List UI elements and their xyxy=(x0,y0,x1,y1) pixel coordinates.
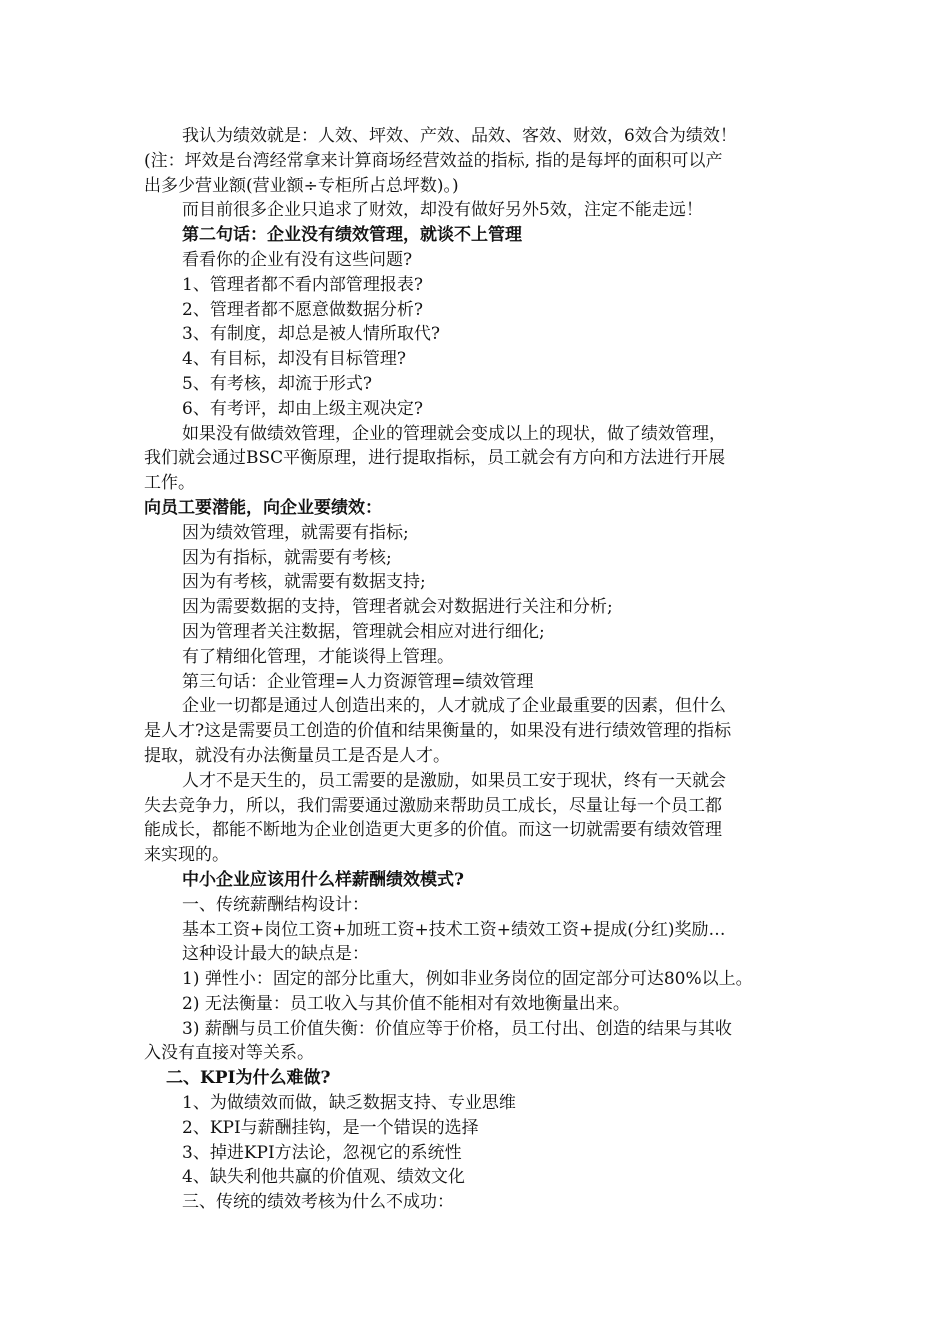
paragraph-line: 一、传统薪酬结构设计： xyxy=(182,894,369,915)
paragraph-line: 因为需要数据的支持，管理者就会对数据进行关注和分析; xyxy=(182,597,613,618)
paragraph-line: 1) 弹性小：固定的部分比重大，例如非业务岗位的固定部分可达80%以上。 xyxy=(182,969,753,990)
paragraph-line: 有了精细化管理，才能谈得上管理。 xyxy=(182,646,454,667)
paragraph-line: 因为有指标，就需要有考核; xyxy=(182,547,392,568)
paragraph-line: 3) 薪酬与员工价值失衡：价值应等于价格，员工付出、创造的结果与其收 xyxy=(182,1018,732,1039)
paragraph-line: 能成长，都能不断地为企业创造更大更多的价值。而这一切就需要有绩效管理 xyxy=(144,820,722,841)
section-heading: 向员工要潜能，向企业要绩效： xyxy=(144,497,382,518)
paragraph-line: 看看你的企业有没有这些问题? xyxy=(182,249,413,270)
paragraph-line: 失去竞争力，所以，我们需要通过激励来帮助员工成长，尽量让每一个员工都 xyxy=(144,795,722,816)
paragraph-line: 4、缺失利他共赢的价值观、绩效文化 xyxy=(182,1167,465,1188)
paragraph-line: 基本工资+岗位工资+加班工资+技术工资+绩效工资+提成(分红)奖励… xyxy=(182,919,726,940)
paragraph-line: 1、管理者都不看内部管理报表? xyxy=(182,274,423,295)
section-heading: 中小企业应该用什么样薪酬绩效模式? xyxy=(182,869,464,890)
paragraph-line: 因为管理者关注数据，管理就会相应对进行细化; xyxy=(182,621,545,642)
document-body xyxy=(144,124,812,1215)
paragraph-line: 我们就会通过BSC平衡原理，进行提取指标，员工就会有方向和方法进行开展 xyxy=(144,448,726,469)
paragraph-line: 工作。 xyxy=(144,473,195,494)
paragraph-line: 因为有考核，就需要有数据支持; xyxy=(182,572,426,593)
section-heading: 第二句话：企业没有绩效管理，就谈不上管理 xyxy=(182,225,522,246)
paragraph-line: 我认为绩效就是：人效、坪效、产效、品效、客效、财效，6效合为绩效！ xyxy=(182,126,737,146)
paragraph-line: 因为绩效管理，就需要有指标; xyxy=(182,522,409,543)
paragraph-line: 而目前很多企业只追求了财效，却没有做好另外5效，注定不能走远！ xyxy=(182,200,703,221)
paragraph-line: 人才不是天生的，员工需要的是激励，如果员工安于现状，终有一天就会 xyxy=(182,770,726,791)
paragraph-line: 第三句话：企业管理=人力资源管理=绩效管理 xyxy=(182,671,534,692)
paragraph-line: 出多少营业额(营业额÷专柜所占总坪数)。) xyxy=(144,175,459,196)
paragraph-line: 提取，就没有办法衡量员工是否是人才。 xyxy=(144,745,450,766)
section-heading: 二、KPI为什么难做? xyxy=(166,1068,331,1089)
paragraph-line: 如果没有做绩效管理，企业的管理就会变成以上的现状，做了绩效管理， xyxy=(182,423,726,444)
paragraph-line: 2、KPI与薪酬挂钩，是一个错误的选择 xyxy=(182,1117,479,1138)
paragraph-line: 这种设计最大的缺点是： xyxy=(182,944,369,965)
paragraph-line: 3、掉进KPI方法论，忽视它的系统性 xyxy=(182,1142,462,1163)
paragraph-line: 6、有考评，却由上级主观决定? xyxy=(182,398,423,419)
paragraph-line: 企业一切都是通过人创造出来的，人才就成了企业最重要的因素，但什么 xyxy=(182,696,726,717)
paragraph-line: (注：坪效是台湾经常拿来计算商场经营效益的指标, 指的是每坪的面积可以产 xyxy=(144,150,723,171)
paragraph-line: 3、有制度，却总是被人情所取代? xyxy=(182,324,440,345)
paragraph-line: 2) 无法衡量：员工收入与其价值不能相对有效地衡量出来。 xyxy=(182,993,630,1014)
paragraph-line: 来实现的。 xyxy=(144,845,229,866)
paragraph-line: 三、传统的绩效考核为什么不成功： xyxy=(182,1192,454,1213)
paragraph-line: 2、管理者都不愿意做数据分析? xyxy=(182,299,423,320)
paragraph-line: 4、有目标，却没有目标管理? xyxy=(182,349,406,370)
paragraph-line: 5、有考核，却流于形式? xyxy=(182,373,372,394)
paragraph-line: 1、为做绩效而做，缺乏数据支持、专业思维 xyxy=(182,1093,516,1114)
paragraph-line: 是人才?这是需要员工创造的价值和结果衡量的，如果没有进行绩效管理的指标 xyxy=(144,721,732,742)
paragraph-line: 入没有直接对等关系。 xyxy=(144,1043,314,1064)
